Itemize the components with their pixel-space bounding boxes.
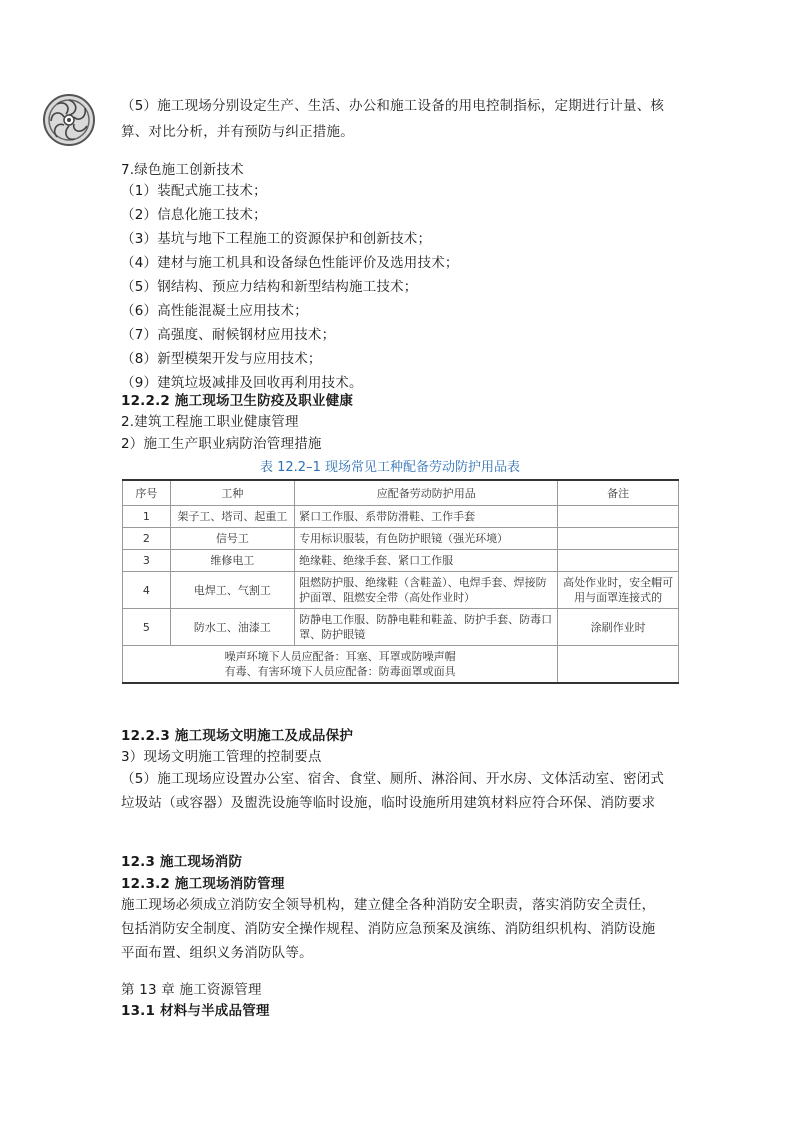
cell-no: 4 xyxy=(123,572,171,609)
section-heading-13-1: 13.1 材料与半成品管理 xyxy=(121,1003,270,1019)
list-item: （8）新型模架开发与应用技术； xyxy=(121,351,322,367)
list-item: （3）基坑与地下工程施工的资源保护和创新技术； xyxy=(121,231,432,247)
cell-ppe: 专用标识服装，有色防护眼镜（强光环境） xyxy=(295,528,558,550)
cell-trade: 防水工、油漆工 xyxy=(170,609,295,646)
cell-ppe: 防静电工作服、防静电鞋和鞋盖、防护手套、防毒口罩、防护眼镜 xyxy=(295,609,558,646)
table-footer-row xyxy=(123,646,679,684)
list-item: （4）建材与施工机具和设备绿色性能评价及选用技术； xyxy=(121,255,459,271)
subsection-title: 2）施工生产职业病防治管理措施 xyxy=(121,436,322,452)
cell-ppe: 阻燃防护服、绝缘鞋（含鞋盖）、电焊手套、焊接防护面罩、阻燃安全带（高处作业时） xyxy=(295,572,558,609)
cell-no: 5 xyxy=(123,609,171,646)
cell-note: 高处作业时，安全帽可用与面罩连接式的 xyxy=(558,572,679,609)
section-heading-12-3-2: 12.3.2 施工现场消防管理 xyxy=(121,876,285,892)
list-item: （7）高强度、耐候钢材应用技术； xyxy=(121,327,336,343)
list-item: （9）建筑垃圾减排及回收再利用技术。 xyxy=(121,375,363,391)
paragraph-line: 包括消防安全制度、消防安全操作规程、消防应急预案及演练、消防组织机构、消防设施 xyxy=(121,921,656,937)
section-heading-12-2-2: 12.2.2 施工现场卫生防疫及职业健康 xyxy=(121,393,354,409)
subsection-title: 2.建筑工程施工职业健康管理 xyxy=(121,414,299,430)
paragraph-line: 垃圾站（或容器）及盥洗设施等临时设施，临时设施所用建筑材料应符合环保、消防要求 xyxy=(121,795,656,811)
table-footer-note xyxy=(123,646,558,684)
column-header-ppe: 应配备劳动防护用品 xyxy=(295,480,558,506)
list-item: （6）高性能混凝土应用技术； xyxy=(121,303,308,319)
table-caption: 表 12.2–1 现场常见工种配备劳动防护用品表 xyxy=(260,460,520,475)
subsection-title: 3）现场文明施工管理的控制要点 xyxy=(121,749,322,765)
table-row xyxy=(123,528,679,550)
cell-note: 涂刷作业时 xyxy=(558,609,679,646)
item5-text-line1: （5）施工现场分别设定生产、生活、办公和施工设备的用电控制指标，定期进行计量、核 xyxy=(121,98,665,114)
cell-note xyxy=(558,506,679,528)
item5-text-line2: 算、对比分析，并有预防与纠正措施。 xyxy=(121,124,354,140)
footer-line: 噪声环境下人员应配备：耳塞、耳罩或防噪声帽 xyxy=(224,650,456,663)
cell-trade: 电焊工、气割工 xyxy=(170,572,295,609)
chapter-title: 第 13 章 施工资源管理 xyxy=(121,982,262,998)
section-heading-12-3: 12.3 施工现场消防 xyxy=(121,854,243,870)
table-row xyxy=(123,506,679,528)
column-header-trade: 工种 xyxy=(170,480,295,506)
cell-trade: 架子工、塔司、起重工 xyxy=(170,506,295,528)
cell-note xyxy=(558,646,679,684)
cell-ppe: 紧口工作服、系带防滑鞋、工作手套 xyxy=(295,506,558,528)
cell-no: 2 xyxy=(123,528,171,550)
cell-no: 3 xyxy=(123,550,171,572)
table-row xyxy=(123,609,679,646)
cell-note xyxy=(558,550,679,572)
section-heading-12-2-3: 12.2.3 施工现场文明施工及成品保护 xyxy=(121,728,354,744)
list-item: （5）钢结构、预应力结构和新型结构施工技术； xyxy=(121,279,418,295)
footer-line: 有毒、有害环境下人员应配备：防毒面罩或面具 xyxy=(224,665,456,678)
cell-no: 1 xyxy=(123,506,171,528)
paragraph-line: 施工现场必须成立消防安全领导机构，建立健全各种消防安全职责，落实消防安全责任， xyxy=(121,897,656,913)
section7-title: 7.绿色施工创新技术 xyxy=(121,162,244,178)
paragraph-line: 平面布置、组织义务消防队等。 xyxy=(121,945,313,961)
list-item: （1）装配式施工技术； xyxy=(121,183,267,199)
paragraph-line: （5）施工现场应设置办公室、宿舍、食堂、厕所、淋浴间、开水房、文体活动室、密闭式 xyxy=(121,771,665,787)
cell-note xyxy=(558,528,679,550)
table-header-row xyxy=(123,480,679,506)
column-header-note: 备注 xyxy=(558,480,679,506)
ppe-table xyxy=(122,479,679,684)
spiral-wheel-logo xyxy=(42,93,96,147)
table-row xyxy=(123,550,679,572)
cell-trade: 信号工 xyxy=(170,528,295,550)
table-row xyxy=(123,572,679,609)
cell-trade: 维修电工 xyxy=(170,550,295,572)
list-item: （2）信息化施工技术； xyxy=(121,207,267,223)
cell-ppe: 绝缘鞋、绝缘手套、紧口工作服 xyxy=(295,550,558,572)
column-header-no: 序号 xyxy=(123,480,171,506)
